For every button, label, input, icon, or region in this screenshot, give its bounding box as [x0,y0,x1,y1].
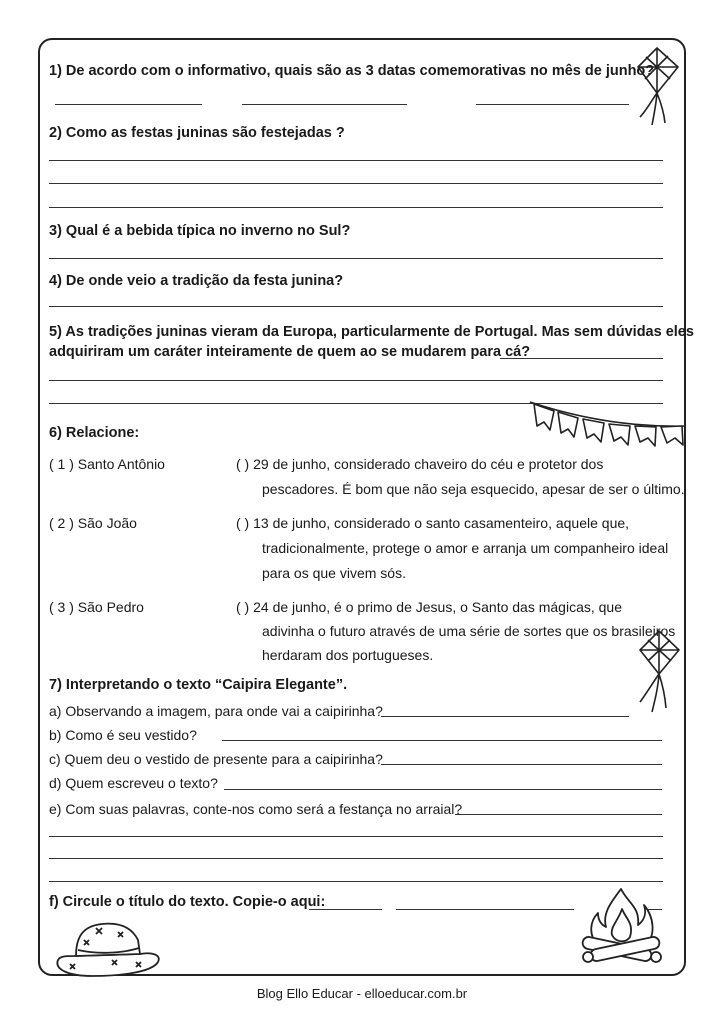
question-7-title: 7) Interpretando o texto “Caipira Elegante”. [49,677,348,693]
match-description-1: ( ) 29 de junho, considerado chaveiro do céu e protetor dos [236,456,604,472]
match-description-2: ( ) 13 de junho, considerado o santo casamenteiro, aquele que, [236,515,630,531]
match-description-3: adivinha o futuro através de uma série de sortes que os brasileiros [262,623,676,639]
match-description-3: ( ) 24 de junho, é o primo de Jesus, o Santo das mágicas, que [236,599,623,615]
answer-line[interactable] [396,909,574,910]
footer-credit: Blog Ello Educar - elloeducar.com.br [256,986,468,1001]
straw-hat-icon [52,918,162,978]
answer-line[interactable] [49,160,663,161]
answer-line[interactable] [455,814,662,815]
saint-option-3: ( 3 ) São Pedro [49,599,144,615]
question-4: 4) De onde veio a tradição da festa junina? [49,273,344,289]
answer-line[interactable] [49,881,663,882]
answer-line[interactable] [476,104,629,105]
answer-line[interactable] [49,207,663,208]
question-7b: b) Como é seu vestido? [49,727,197,743]
bunting-icon [528,398,688,450]
question-6-title: 6) Relacione: [49,425,140,441]
match-description-1: pescadores. É bom que não seja esquecido, apesar de ser o último. [262,481,685,497]
answer-line[interactable] [49,258,663,259]
question-3: 3) Qual é a bebida típica no inverno no Sul? [49,223,351,239]
question-7c: c) Quem deu o vestido de presente para a caipirinha? [49,751,383,767]
question-5-line-2: adquiriram um caráter inteiramente de quem ao se mudarem para cá? [49,344,531,360]
kite-icon [634,628,684,720]
question-1: 1) De acordo com o informativo, quais são as 3 datas comemorativas no mês de junho? [49,63,655,79]
question-5-line-1: 5) As tradições juninas vieram da Europa, particularmente de Portugal. Mas sem dúvidas eles [49,324,694,340]
answer-line[interactable] [222,740,662,741]
question-2: 2) Como as festas juninas são festejadas ? [49,125,345,141]
answer-line[interactable] [500,358,663,359]
answer-line[interactable] [224,789,662,790]
saint-option-1: ( 1 ) Santo Antônio [49,456,165,472]
answer-line[interactable] [49,858,663,859]
question-7f: f) Circule o título do texto. Copie-o aqui: [49,894,326,910]
answer-line[interactable] [381,764,662,765]
answer-line[interactable] [49,836,663,837]
answer-line[interactable] [49,380,663,381]
answer-line[interactable] [242,104,407,105]
question-7e: e) Com suas palavras, conte-nos como será a festança no arraial? [49,801,463,817]
answer-line[interactable] [55,104,202,105]
answer-line[interactable] [49,183,663,184]
question-7d: d) Quem escreveu o texto? [49,775,218,791]
bonfire-icon [576,885,666,975]
kite-icon [630,45,682,135]
answer-line[interactable] [309,909,382,910]
answer-line[interactable] [49,306,663,307]
saint-option-2: ( 2 ) São João [49,515,137,531]
question-7a: a) Observando a imagem, para onde vai a caipirinha? [49,703,383,719]
match-description-2: para os que vivem sós. [262,565,406,581]
match-description-3: herdaram dos portugueses. [262,647,434,663]
answer-line[interactable] [381,716,629,717]
match-description-2: tradicionalmente, protege o amor e arranja um companheiro ideal [262,540,669,556]
